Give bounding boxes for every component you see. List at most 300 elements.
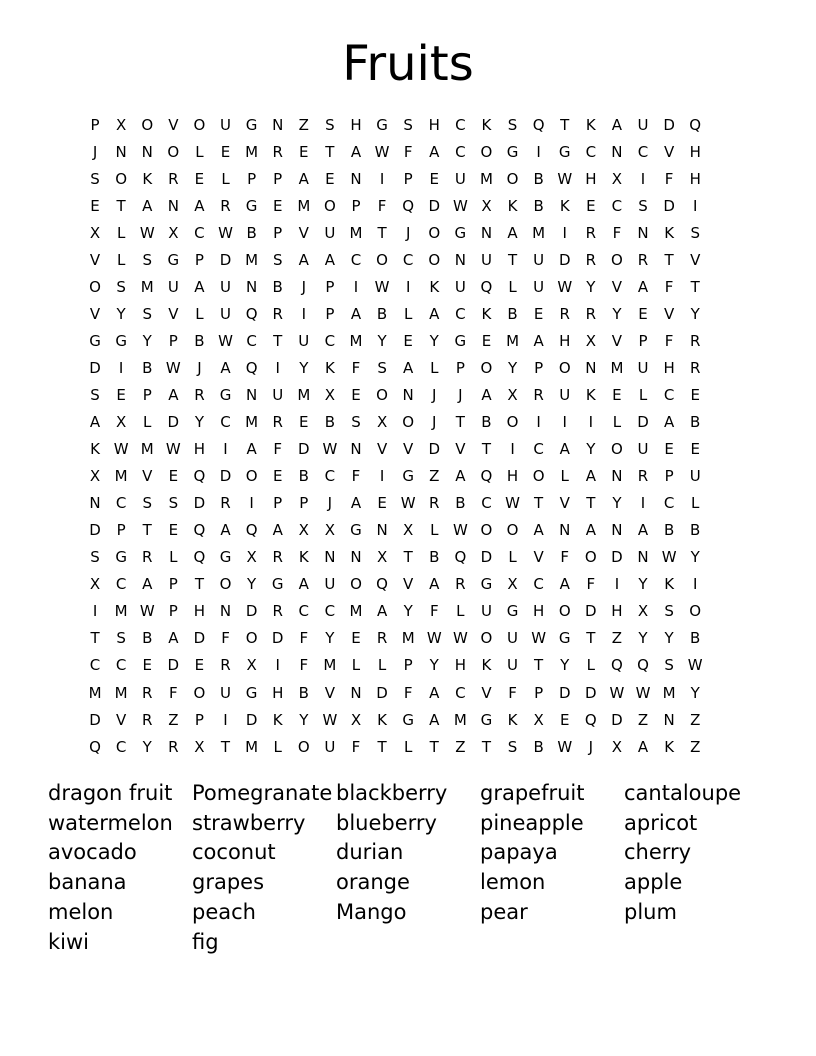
grid-letter[interactable]: P [168, 575, 178, 594]
grid-letter[interactable]: S [403, 115, 413, 134]
grid-letter[interactable]: I [588, 413, 594, 432]
grid-letter[interactable]: I [275, 358, 280, 377]
grid-letter[interactable]: O [506, 169, 519, 188]
grid-letter[interactable]: Q [637, 656, 649, 675]
grid-letter[interactable]: X [298, 521, 309, 540]
grid-letter[interactable]: E [351, 629, 361, 648]
grid-letter[interactable]: N [324, 548, 336, 567]
grid-letter[interactable]: M [349, 602, 363, 621]
grid-letter[interactable]: F [351, 358, 361, 377]
grid-letter[interactable]: X [403, 521, 414, 540]
grid-letter[interactable]: N [402, 385, 414, 404]
grid-letter[interactable]: D [219, 250, 232, 269]
grid-letter[interactable]: W [374, 142, 390, 161]
grid-letter[interactable]: M [610, 358, 624, 377]
grid-letter[interactable]: L [116, 250, 126, 269]
grid-letter[interactable]: R [689, 358, 701, 377]
grid-letter[interactable]: D [428, 440, 441, 459]
grid-letter[interactable]: C [585, 142, 597, 161]
grid-letter[interactable]: B [690, 521, 701, 540]
grid-letter[interactable]: C [637, 142, 649, 161]
grid-letter[interactable]: P [194, 250, 204, 269]
grid-letter[interactable]: I [118, 358, 124, 377]
grid-letter[interactable]: P [194, 710, 204, 729]
grid-letter[interactable]: N [559, 521, 571, 540]
grid-letter[interactable]: L [169, 548, 178, 567]
grid-letter[interactable]: C [89, 656, 101, 675]
grid-letter[interactable]: K [429, 277, 440, 296]
grid-letter[interactable]: V [116, 710, 127, 729]
grid-letter[interactable]: K [481, 304, 492, 323]
grid-letter[interactable]: S [664, 602, 674, 621]
grid-letter[interactable]: A [168, 629, 179, 648]
grid-letter[interactable]: J [432, 413, 437, 432]
grid-letter[interactable]: D [219, 467, 232, 486]
grid-letter[interactable]: E [351, 385, 361, 404]
grid-letter[interactable]: Z [637, 710, 649, 729]
grid-letter[interactable]: A [350, 494, 362, 513]
grid-letter[interactable]: E [586, 196, 596, 215]
grid-letter[interactable]: U [507, 656, 519, 675]
grid-letter[interactable]: C [455, 683, 466, 702]
grid-letter[interactable]: U [689, 467, 701, 486]
grid-letter[interactable]: G [376, 115, 388, 134]
grid-letter[interactable]: G [167, 250, 180, 269]
grid-letter[interactable]: Q [193, 521, 206, 540]
grid-letter[interactable]: L [143, 413, 152, 432]
grid-letter[interactable]: M [297, 196, 311, 215]
grid-letter[interactable]: C [115, 737, 127, 756]
grid-letter[interactable]: Y [507, 358, 518, 377]
grid-letter[interactable]: S [638, 196, 648, 215]
grid-letter[interactable]: N [350, 683, 362, 702]
grid-letter[interactable]: O [193, 115, 206, 134]
grid-letter[interactable]: A [585, 467, 596, 486]
grid-letter[interactable]: F [508, 683, 517, 702]
grid-letter[interactable]: Q [402, 196, 415, 215]
grid-letter[interactable]: C [481, 494, 492, 513]
grid-letter[interactable]: M [479, 169, 493, 188]
grid-letter[interactable]: I [692, 575, 698, 594]
grid-letter[interactable]: I [405, 277, 411, 296]
grid-letter[interactable]: Y [247, 575, 257, 594]
grid-letter[interactable]: N [167, 196, 179, 215]
grid-letter[interactable]: C [663, 494, 675, 513]
grid-letter[interactable]: D [271, 629, 284, 648]
grid-letter[interactable]: B [533, 169, 544, 188]
grid-letter[interactable]: F [586, 575, 596, 594]
grid-letter[interactable]: S [168, 494, 179, 513]
grid-letter[interactable]: A [194, 196, 205, 215]
grid-letter[interactable]: W [452, 196, 468, 215]
grid-letter[interactable]: R [637, 250, 649, 269]
grid-letter[interactable]: K [298, 548, 309, 567]
grid-letter[interactable]: Y [638, 629, 648, 648]
grid-letter[interactable]: Y [612, 494, 622, 513]
grid-letter[interactable]: T [325, 142, 335, 161]
grid-letter[interactable]: N [350, 548, 362, 567]
grid-letter[interactable]: K [324, 358, 335, 377]
grid-letter[interactable]: X [116, 115, 127, 134]
grid-letter[interactable]: S [325, 115, 335, 134]
grid-letter[interactable]: H [689, 169, 701, 188]
grid-letter[interactable]: E [481, 331, 492, 350]
grid-letter[interactable]: G [506, 602, 519, 621]
grid-letter[interactable]: B [142, 629, 153, 648]
grid-letter[interactable]: X [533, 710, 544, 729]
grid-letter[interactable]: X [246, 656, 257, 675]
grid-letter[interactable]: R [559, 304, 570, 323]
grid-letter[interactable]: V [690, 250, 701, 269]
grid-letter[interactable]: B [298, 467, 309, 486]
grid-letter[interactable]: T [664, 250, 674, 269]
grid-letter[interactable]: C [324, 331, 336, 350]
grid-letter[interactable]: E [612, 385, 622, 404]
grid-letter[interactable]: R [585, 250, 597, 269]
grid-letter[interactable]: I [379, 467, 385, 486]
grid-letter[interactable]: C [533, 575, 544, 594]
grid-letter[interactable]: R [194, 385, 205, 404]
grid-letter[interactable]: O [506, 521, 519, 540]
grid-letter[interactable]: W [322, 710, 338, 729]
grid-letter[interactable]: I [510, 440, 515, 459]
grid-letter[interactable]: X [324, 521, 336, 540]
grid-letter[interactable]: K [142, 169, 153, 188]
grid-letter[interactable]: H [663, 358, 675, 377]
grid-letter[interactable]: N [637, 548, 649, 567]
grid-letter[interactable]: J [92, 142, 98, 161]
grid-letter[interactable]: Z [168, 710, 179, 729]
grid-letter[interactable]: A [507, 223, 518, 242]
grid-letter[interactable]: G [506, 142, 519, 161]
grid-letter[interactable]: P [664, 467, 674, 486]
grid-letter[interactable]: E [220, 142, 231, 161]
grid-letter[interactable]: I [614, 575, 620, 594]
grid-letter[interactable]: P [403, 656, 413, 675]
grid-letter[interactable]: O [115, 169, 128, 188]
grid-letter[interactable]: M [245, 142, 259, 161]
grid-letter[interactable]: E [116, 385, 126, 404]
grid-letter[interactable]: N [245, 277, 258, 296]
grid-letter[interactable]: X [481, 196, 492, 215]
grid-letter[interactable]: M [245, 413, 259, 432]
grid-letter[interactable]: P [534, 358, 544, 377]
grid-letter[interactable]: P [638, 331, 648, 350]
grid-letter[interactable]: Z [429, 467, 440, 486]
grid-letter[interactable]: C [455, 115, 466, 134]
grid-letter[interactable]: N [219, 602, 232, 621]
grid-letter[interactable]: M [88, 683, 102, 702]
grid-letter[interactable]: T [273, 331, 283, 350]
grid-letter[interactable]: G [558, 142, 571, 161]
grid-letter[interactable]: S [664, 656, 674, 675]
grid-letter[interactable]: O [193, 683, 206, 702]
grid-letter[interactable]: T [116, 196, 126, 215]
grid-letter[interactable]: U [220, 683, 231, 702]
grid-letter[interactable]: D [663, 115, 675, 134]
grid-letter[interactable]: Z [455, 737, 466, 756]
grid-letter[interactable]: J [405, 223, 411, 242]
grid-letter[interactable]: A [350, 142, 362, 161]
grid-letter[interactable]: M [245, 737, 259, 756]
grid-letter[interactable]: N [611, 142, 623, 161]
grid-letter[interactable]: R [272, 304, 283, 323]
grid-letter[interactable]: A [559, 575, 570, 594]
grid-letter[interactable]: R [637, 467, 649, 486]
grid-letter[interactable]: W [113, 440, 129, 459]
grid-letter[interactable]: R [142, 710, 153, 729]
grid-letter[interactable]: X [324, 385, 336, 404]
grid-letter[interactable]: E [168, 467, 179, 486]
grid-letter[interactable]: G [219, 548, 232, 567]
grid-letter[interactable]: P [247, 169, 257, 188]
grid-letter[interactable]: T [586, 494, 596, 513]
grid-letter[interactable]: U [637, 115, 649, 134]
grid-letter[interactable]: W [661, 548, 677, 567]
grid-letter[interactable]: N [637, 223, 649, 242]
grid-letter[interactable]: W [218, 223, 233, 242]
grid-letter[interactable]: I [249, 494, 254, 513]
grid-letter[interactable]: E [194, 169, 205, 188]
grid-letter[interactable]: W [505, 494, 520, 513]
grid-letter[interactable]: M [349, 331, 363, 350]
grid-letter[interactable]: Z [690, 710, 701, 729]
grid-letter[interactable]: A [298, 250, 309, 269]
grid-letter[interactable]: P [273, 169, 283, 188]
grid-letter[interactable]: Y [586, 277, 596, 296]
grid-letter[interactable]: D [89, 358, 101, 377]
grid-letter[interactable]: D [663, 196, 675, 215]
grid-letter[interactable]: B [429, 548, 440, 567]
grid-letter[interactable]: S [272, 250, 283, 269]
grid-letter[interactable]: G [480, 575, 493, 594]
grid-letter[interactable]: S [116, 629, 126, 648]
grid-letter[interactable]: G [558, 629, 571, 648]
grid-letter[interactable]: O [584, 548, 597, 567]
grid-letter[interactable]: B [690, 629, 701, 648]
grid-letter[interactable]: O [376, 250, 388, 269]
grid-letter[interactable]: A [298, 169, 309, 188]
grid-letter[interactable]: U [533, 250, 545, 269]
grid-letter[interactable]: Y [142, 331, 152, 350]
grid-letter[interactable]: N [115, 142, 127, 161]
grid-letter[interactable]: N [663, 710, 675, 729]
grid-letter[interactable]: F [299, 656, 309, 675]
grid-letter[interactable]: U [324, 575, 336, 594]
grid-letter[interactable]: T [377, 223, 387, 242]
grid-letter[interactable]: Y [664, 629, 674, 648]
grid-letter[interactable]: S [90, 385, 100, 404]
grid-letter[interactable]: C [663, 385, 675, 404]
grid-letter[interactable]: D [611, 710, 623, 729]
grid-letter[interactable]: V [168, 304, 179, 323]
grid-letter[interactable]: T [455, 413, 465, 432]
grid-letter[interactable]: Z [690, 737, 701, 756]
grid-letter[interactable]: Q [193, 548, 206, 567]
grid-letter[interactable]: F [612, 223, 622, 242]
grid-letter[interactable]: Y [325, 629, 335, 648]
grid-letter[interactable]: R [272, 602, 283, 621]
grid-letter[interactable]: I [223, 710, 228, 729]
grid-letter[interactable]: A [350, 304, 362, 323]
grid-letter[interactable]: K [481, 656, 492, 675]
grid-letter[interactable]: Y [116, 304, 126, 323]
grid-letter[interactable]: C [455, 304, 466, 323]
grid-letter[interactable]: M [349, 223, 363, 242]
grid-letter[interactable]: P [273, 494, 283, 513]
grid-letter[interactable]: T [90, 629, 100, 648]
grid-letter[interactable]: D [167, 656, 180, 675]
grid-letter[interactable]: C [402, 250, 414, 269]
grid-letter[interactable]: J [301, 277, 307, 296]
grid-letter[interactable]: M [140, 440, 154, 459]
grid-letter[interactable]: H [559, 331, 571, 350]
grid-letter[interactable]: Y [586, 440, 596, 459]
grid-letter[interactable]: P [168, 331, 178, 350]
grid-letter[interactable]: R [168, 737, 179, 756]
grid-letter[interactable]: W [557, 277, 573, 296]
grid-letter[interactable]: N [141, 142, 153, 161]
grid-letter[interactable]: U [220, 277, 231, 296]
grid-letter[interactable]: L [403, 304, 413, 323]
grid-letter[interactable]: C [194, 223, 205, 242]
grid-letter[interactable]: C [350, 250, 362, 269]
grid-letter[interactable]: E [299, 142, 309, 161]
grid-letter[interactable]: N [585, 358, 597, 377]
grid-letter[interactable]: E [429, 169, 439, 188]
grid-letter[interactable]: F [377, 196, 387, 215]
grid-letter[interactable]: U [324, 737, 336, 756]
grid-letter[interactable]: U [272, 385, 284, 404]
grid-letter[interactable]: L [195, 304, 204, 323]
grid-letter[interactable]: X [376, 548, 388, 567]
grid-letter[interactable]: G [402, 710, 414, 729]
grid-letter[interactable]: P [90, 115, 100, 134]
grid-letter[interactable]: P [534, 683, 544, 702]
grid-letter[interactable]: E [90, 196, 100, 215]
grid-letter[interactable]: N [376, 521, 388, 540]
grid-letter[interactable]: B [533, 196, 544, 215]
grid-letter[interactable]: A [481, 385, 492, 404]
grid-letter[interactable]: E [325, 169, 335, 188]
grid-letter[interactable]: O [89, 277, 101, 296]
grid-letter[interactable]: E [194, 656, 205, 675]
grid-letter[interactable]: N [454, 250, 466, 269]
grid-letter[interactable]: Q [454, 548, 467, 567]
grid-letter[interactable]: D [245, 602, 258, 621]
grid-letter[interactable]: A [585, 521, 596, 540]
grid-letter[interactable]: A [611, 115, 623, 134]
grid-letter[interactable]: L [508, 277, 517, 296]
grid-letter[interactable]: P [273, 223, 283, 242]
grid-letter[interactable]: X [89, 467, 101, 486]
grid-letter[interactable]: U [637, 440, 649, 459]
grid-letter[interactable]: V [403, 440, 414, 459]
grid-letter[interactable]: Q [245, 304, 258, 323]
grid-letter[interactable]: V [89, 250, 101, 269]
grid-letter[interactable]: X [350, 710, 362, 729]
grid-letter[interactable]: S [377, 358, 387, 377]
grid-letter[interactable]: C [115, 656, 127, 675]
grid-letter[interactable]: Q [376, 575, 388, 594]
grid-letter[interactable]: I [92, 602, 98, 621]
grid-letter[interactable]: C [611, 196, 623, 215]
grid-letter[interactable]: D [428, 196, 441, 215]
grid-letter[interactable]: L [612, 413, 622, 432]
grid-letter[interactable]: W [400, 494, 416, 513]
grid-letter[interactable]: H [585, 169, 597, 188]
grid-letter[interactable]: S [351, 413, 361, 432]
grid-letter[interactable]: N [272, 115, 284, 134]
grid-letter[interactable]: A [429, 304, 440, 323]
grid-letter[interactable]: S [507, 115, 518, 134]
grid-letter[interactable]: N [89, 494, 101, 513]
grid-letter[interactable]: U [324, 223, 336, 242]
grid-letter[interactable]: L [377, 656, 387, 675]
grid-letter[interactable]: A [194, 277, 205, 296]
grid-letter[interactable]: T [586, 629, 596, 648]
grid-letter[interactable]: G [219, 385, 232, 404]
grid-letter[interactable]: I [536, 142, 541, 161]
grid-letter[interactable]: Y [299, 710, 309, 729]
grid-letter[interactable]: E [690, 440, 700, 459]
grid-letter[interactable]: X [376, 413, 388, 432]
grid-letter[interactable]: T [429, 737, 439, 756]
grid-letter[interactable]: S [142, 304, 152, 323]
grid-letter[interactable]: Q [245, 358, 258, 377]
grid-letter[interactable]: I [536, 413, 541, 432]
grid-letter[interactable]: C [324, 467, 336, 486]
grid-letter[interactable]: L [691, 494, 700, 513]
grid-letter[interactable]: G [271, 575, 284, 594]
grid-letter[interactable]: Y [377, 331, 387, 350]
grid-letter[interactable]: M [114, 602, 128, 621]
grid-letter[interactable]: A [455, 467, 466, 486]
grid-letter[interactable]: V [663, 304, 675, 323]
grid-letter[interactable]: R [533, 385, 544, 404]
grid-letter[interactable]: W [322, 440, 338, 459]
grid-letter[interactable]: E [377, 494, 387, 513]
grid-letter[interactable]: O [689, 602, 702, 621]
grid-letter[interactable]: F [664, 277, 674, 296]
grid-letter[interactable]: D [585, 602, 597, 621]
grid-letter[interactable]: N [350, 169, 362, 188]
grid-letter[interactable]: Q [245, 521, 258, 540]
grid-letter[interactable]: L [273, 737, 282, 756]
grid-letter[interactable]: U [167, 277, 179, 296]
grid-letter[interactable]: F [664, 331, 674, 350]
grid-letter[interactable]: T [220, 737, 231, 756]
grid-letter[interactable]: T [481, 737, 492, 756]
grid-letter[interactable]: O [323, 196, 336, 215]
grid-letter[interactable]: A [403, 358, 414, 377]
grid-letter[interactable]: Y [403, 602, 413, 621]
grid-letter[interactable]: D [558, 250, 571, 269]
grid-letter[interactable]: K [507, 196, 518, 215]
grid-letter[interactable]: O [167, 142, 180, 161]
grid-letter[interactable]: P [455, 358, 465, 377]
grid-letter[interactable]: X [246, 548, 257, 567]
grid-letter[interactable]: Z [611, 629, 623, 648]
grid-letter[interactable]: M [114, 683, 128, 702]
grid-letter[interactable]: R [142, 683, 153, 702]
grid-letter[interactable]: S [690, 223, 700, 242]
grid-letter[interactable]: T [481, 440, 492, 459]
grid-letter[interactable]: J [432, 385, 437, 404]
grid-letter[interactable]: U [454, 169, 466, 188]
grid-letter[interactable]: U [220, 304, 231, 323]
grid-letter[interactable]: K [481, 115, 492, 134]
